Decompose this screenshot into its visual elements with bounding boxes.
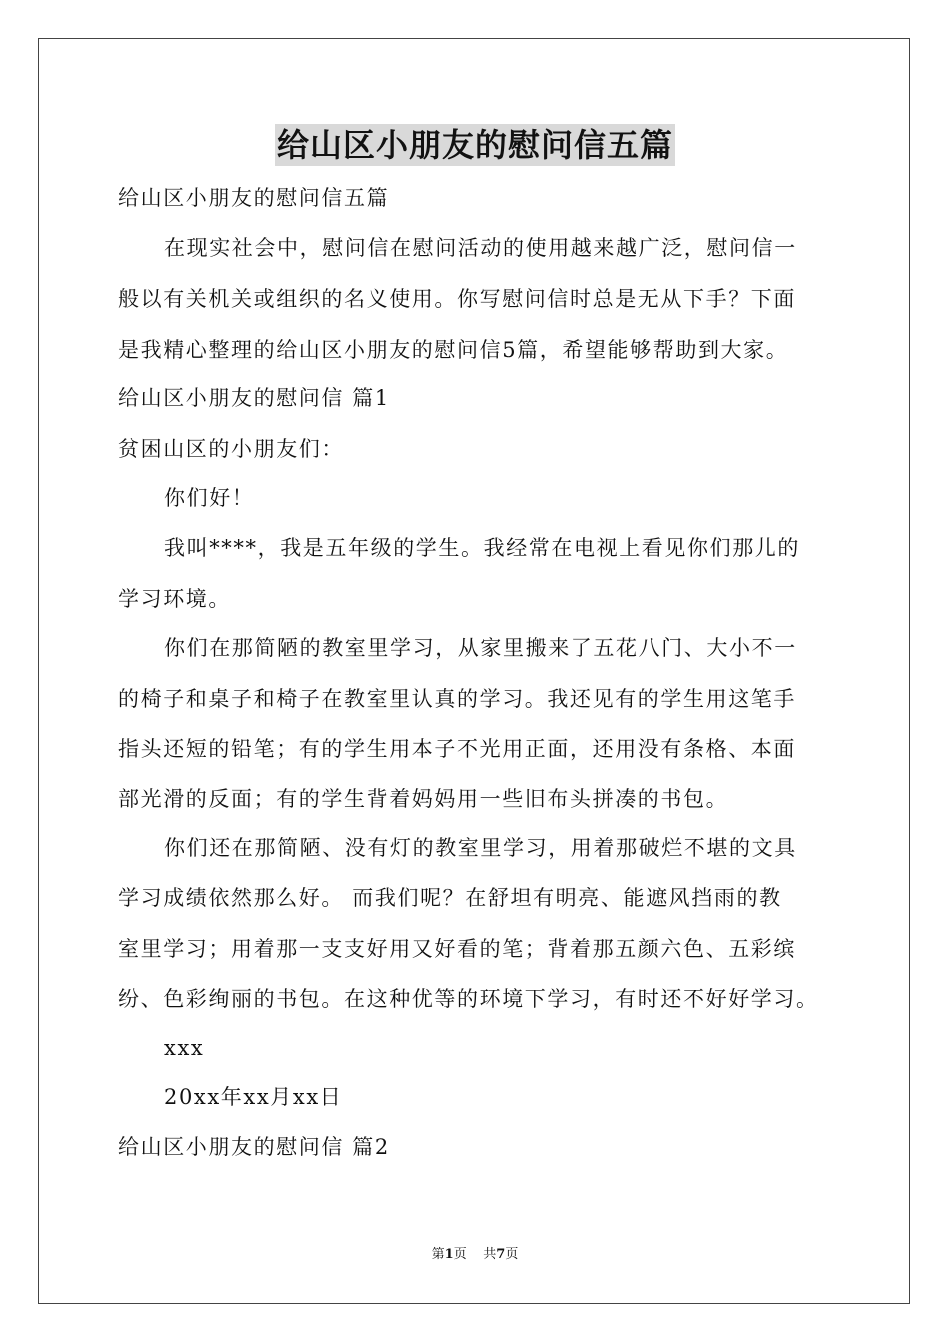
body-line: 你们还在那简陋、没有灯的教室里学习，用着那破烂不堪的文具	[164, 836, 797, 860]
page-footer	[0, 1247, 950, 1263]
page-suffix: 页	[453, 1247, 467, 1262]
section-heading-2: 给山区小朋友的慰问信 篇2	[118, 1135, 390, 1159]
page-border	[38, 38, 910, 1304]
title-container	[0, 124, 950, 166]
intro-line: 在现实社会中，慰问信在慰问活动的使用越来越广泛，慰问信一	[164, 236, 797, 260]
date-line: 20xx年xx月xx日	[164, 1085, 343, 1109]
greeting: 你们好！	[164, 486, 255, 510]
section-heading-1: 给山区小朋友的慰问信 篇1	[118, 386, 390, 410]
body-line: 我叫****，我是五年级的学生。我经常在电视上看见你们那儿的	[164, 536, 800, 560]
intro-line: 是我精心整理的给山区小朋友的慰问信5篇，希望能够帮助到大家。	[118, 338, 789, 362]
body-line: 部光滑的反面；有的学生背着妈妈用一些旧布头拼凑的书包。	[118, 787, 729, 811]
intro-line: 般以有关机关或组织的名义使用。你写慰问信时总是无从下手？下面	[118, 287, 796, 311]
total-prefix: 共	[483, 1247, 497, 1262]
document-title: 给山区小朋友的慰问信五篇	[276, 126, 673, 164]
salutation: 贫困山区的小朋友们：	[118, 437, 344, 461]
body-line: 你们在那简陋的教室里学习，从家里搬来了五花八门、大小不一	[164, 636, 797, 660]
body-line: 指头还短的铅笔；有的学生用本子不光用正面，还用没有条格、本面	[118, 737, 796, 761]
subtitle-line: 给山区小朋友的慰问信五篇	[118, 186, 390, 210]
body-line: 纷、色彩绚丽的书包。在这种优等的环境下学习，有时还不好好学习。	[118, 987, 819, 1011]
total-pages: 7	[496, 1247, 506, 1262]
total-suffix: 页	[505, 1247, 519, 1262]
body-line: 学习成绩依然那么好。 而我们呢？在舒坦有明亮、能遮风挡雨的教	[118, 886, 782, 910]
body-line: 室里学习；用着那一支支好用又好看的笔；背着那五颜六色、五彩缤	[118, 937, 796, 961]
page-number: 1	[444, 1247, 454, 1262]
signature: xxx	[164, 1036, 205, 1060]
page-prefix: 第	[431, 1247, 445, 1262]
body-line: 的椅子和桌子和椅子在教室里认真的学习。我还见有的学生用这笔手	[118, 687, 796, 711]
body-line: 学习环境。	[118, 587, 231, 611]
